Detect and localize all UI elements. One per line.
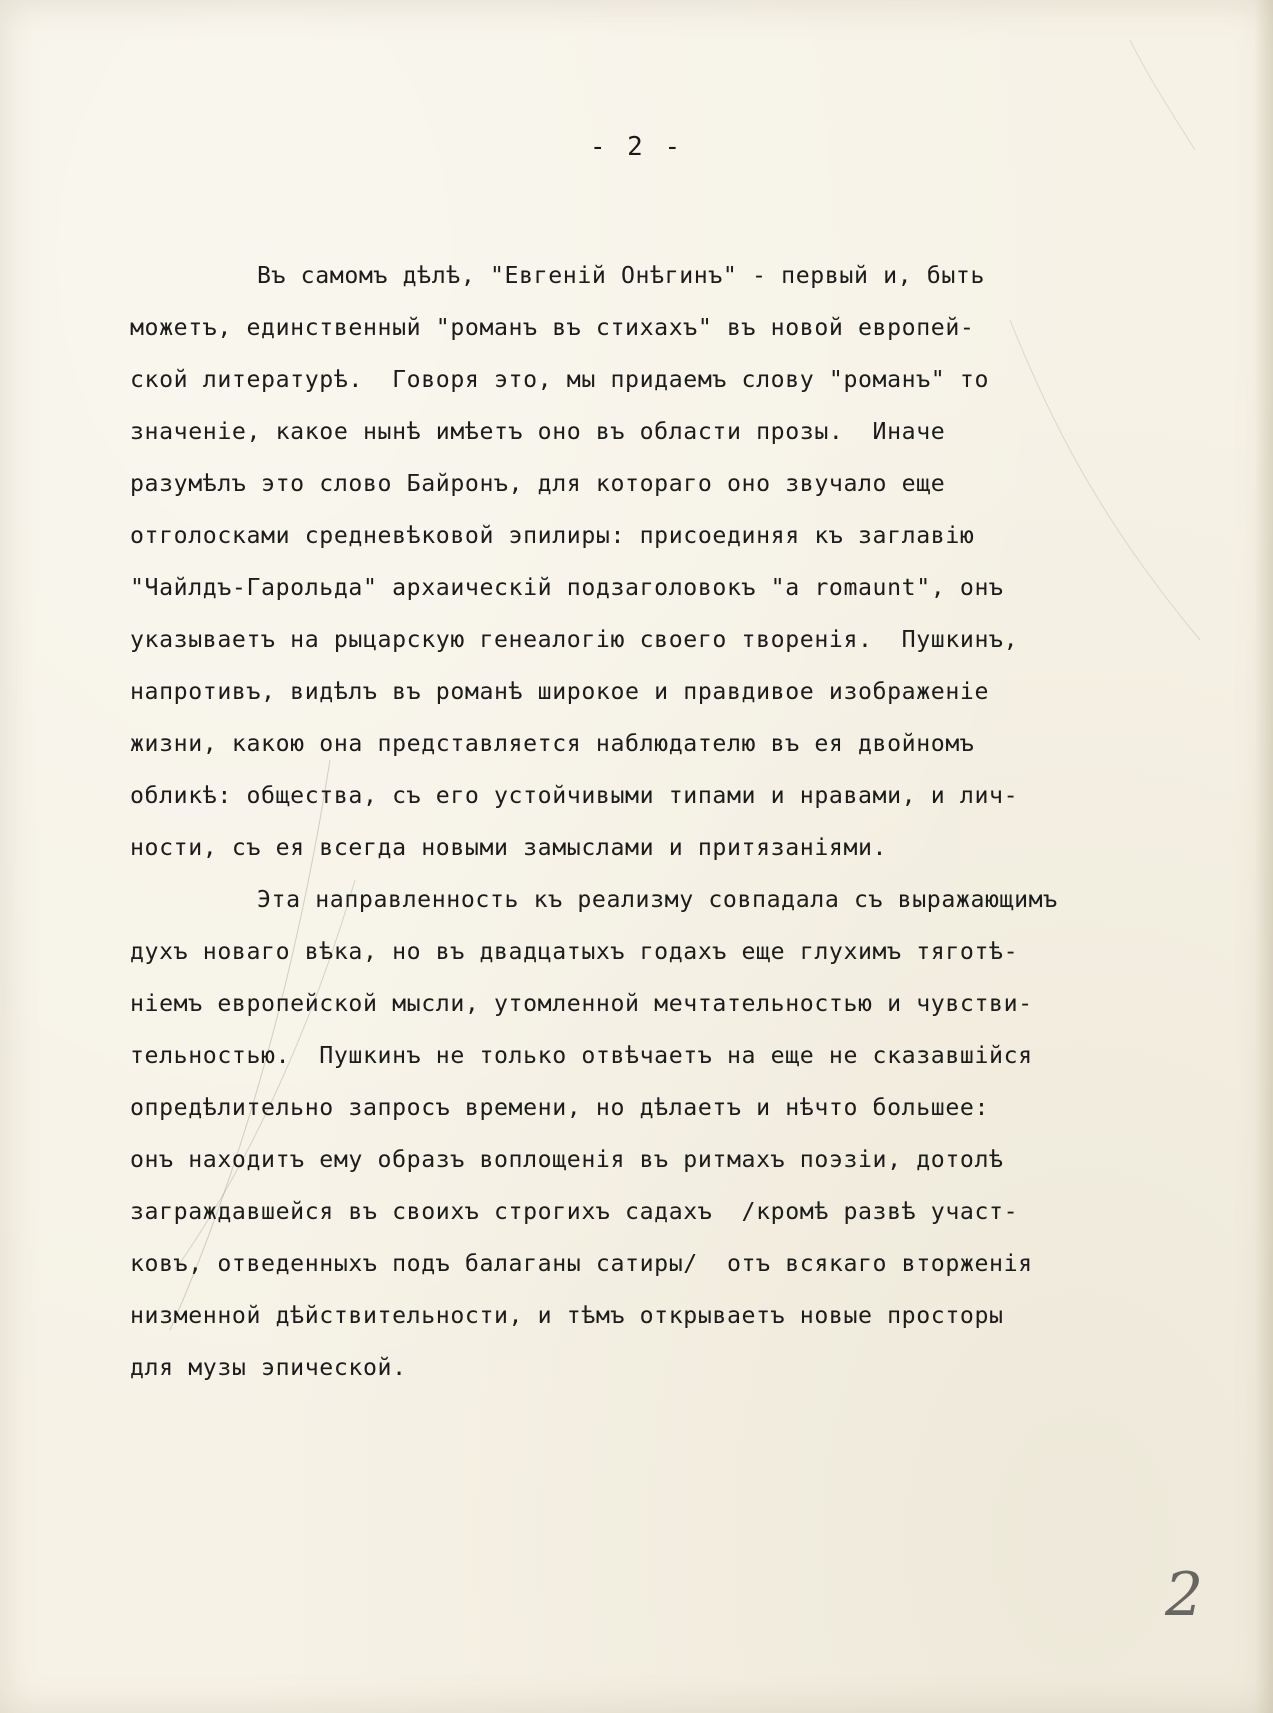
text-line: опредѣлительно запросъ времени, но дѣлаетъ и нѣчто большее:	[130, 1094, 990, 1121]
text-line: жизни, какою она представляется наблюдателю въ ея двойномъ	[130, 730, 975, 757]
text-line: отголосками средневѣковой эпилиры: присоединяя къ заглавію	[130, 522, 975, 549]
text-line: "Чайлдъ-Гарольда" архаическій подзаголовокъ "а romaunt", онъ	[130, 574, 1004, 601]
paper-edge	[1255, 0, 1273, 1713]
text-line: онъ находитъ ему образъ воплощенія въ ритмахъ поэзіи, дотолѣ	[130, 1146, 1004, 1173]
body-text	[130, 250, 1230, 1394]
text-line: указываетъ на рыцарскую генеалогію своего творенія. Пушкинъ,	[130, 626, 1019, 653]
text-line: духъ новаго вѣка, но въ двадцатыхъ годахъ еще глухимъ тяготѣ-	[130, 938, 1019, 965]
text-line: напротивъ, видѣлъ въ романѣ широкое и правдивое изображеніе	[130, 678, 990, 705]
text-line: для музы эпической.	[130, 1354, 407, 1381]
text-line: тельностью. Пушкинъ не только отвѣчаетъ на еще не сказавшійся	[130, 1042, 1033, 1069]
handwritten-page-number: 2	[1165, 1560, 1204, 1630]
text-line: Эта направленность къ реализму совпадала съ выражающимъ	[257, 886, 1058, 913]
page-number: - 2 -	[589, 132, 684, 162]
text-line: разумѣлъ это слово Байронъ, для котораго оно звучало еще	[130, 470, 946, 497]
text-line: ности, съ ея всегда новыми замыслами и притязаніями.	[130, 834, 888, 861]
text-line: Въ самомъ дѣлѣ, "Евгеній Онѣгинъ" - первый и, быть	[257, 262, 986, 289]
text-line: значеніе, какое нынѣ имѣетъ оно въ области прозы. Иначе	[130, 418, 946, 445]
text-line: ковъ, отведенныхъ подъ балаганы сатиры/ отъ всякаго вторженія	[130, 1250, 1033, 1277]
text-line: обликѣ: общества, съ его устойчивыми типами и нравами, и лич-	[130, 782, 1019, 809]
text-line: заграждавшейся въ своихъ строгихъ садахъ /кромѣ развѣ участ-	[130, 1198, 1019, 1225]
text-line: низменной дѣйствительности, и тѣмъ открываетъ новые просторы	[130, 1302, 1004, 1329]
text-line: ніемъ европейской мысли, утомленной мечтательностью и чувстви-	[130, 990, 1033, 1017]
text-line: ской литературѣ. Говоря это, мы придаемъ слову "романъ" то	[130, 366, 990, 393]
text-line: можетъ, единственный "романъ въ стихахъ" въ новой европей-	[130, 314, 975, 341]
